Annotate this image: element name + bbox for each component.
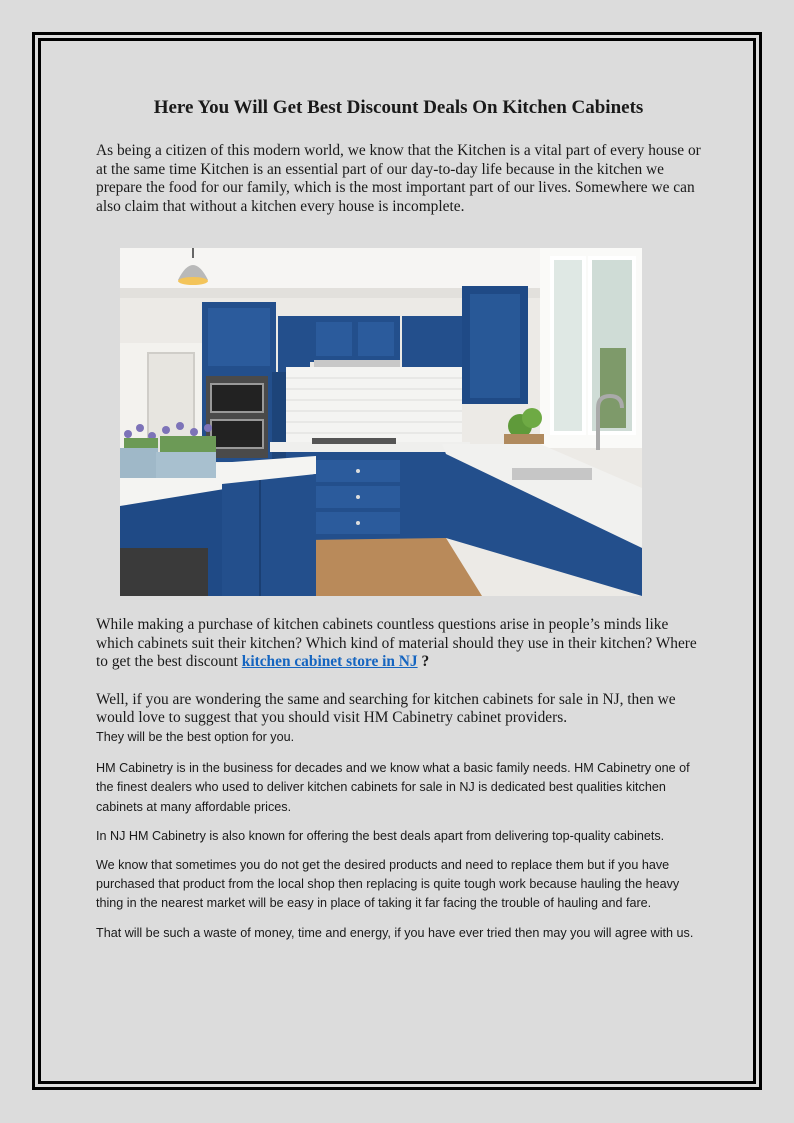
questions-paragraph bbox=[96, 616, 701, 672]
questions-suffix: ? bbox=[417, 653, 430, 671]
waste-paragraph: That will be such a waste of money, time and energy, if you have ever tried then may you will agree with us. bbox=[96, 925, 694, 940]
kitchen-photo bbox=[120, 248, 642, 596]
replace-paragraph: We know that sometimes you do not get the desired products and need to replace them but if you have purchased that product from the local shop then replacing is quite tough work because hauling the heavy thing in the nearest market will be easy in place of taking it far facing the trouble of hauling and fare. bbox=[96, 857, 680, 911]
document-body-continued bbox=[96, 616, 701, 943]
intro-paragraph: As being a citizen of this modern world, we know that the Kitchen is a vital part of every house or at the same time Kitchen is an essential part of our day-to-day life because in the kitchen we prepare the food for our family, which is the most important part of our lives. Somewhere we can also claim that without a kitchen every house is incomplete. bbox=[96, 142, 701, 215]
suggest-note: They will be the best option for you. bbox=[96, 729, 295, 744]
business-paragraph: HM Cabinetry is in the business for decades and we know what a basic family needs. HM Cabinetry one of the finest dealers who used to deliver kitchen cabinets for sale in NJ is dedicated best qualities kitchen cabinets at many affordable prices. bbox=[96, 761, 690, 814]
deals-paragraph: In NJ HM Cabinetry is also known for offering the best deals apart from delivering top-quality cabinets. bbox=[96, 828, 665, 843]
kitchen-cabinet-store-link[interactable]: kitchen cabinet store in NJ bbox=[241, 653, 418, 671]
document-body bbox=[96, 96, 701, 216]
suggest-paragraph: Well, if you are wondering the same and searching for kitchen cabinets for sale in NJ, then we would love to suggest that you should visit HM Cabinetry cabinet providers. bbox=[96, 690, 676, 727]
page-title: Here You Will Get Best Discount Deals On Kitchen Cabinets bbox=[153, 97, 644, 118]
questions-text: While making a purchase of kitchen cabinets countless questions arise in people’s minds like which cabinets suit their kitchen? Which kind of material should they use in their kitchen? Where to get the best discount bbox=[96, 616, 697, 671]
